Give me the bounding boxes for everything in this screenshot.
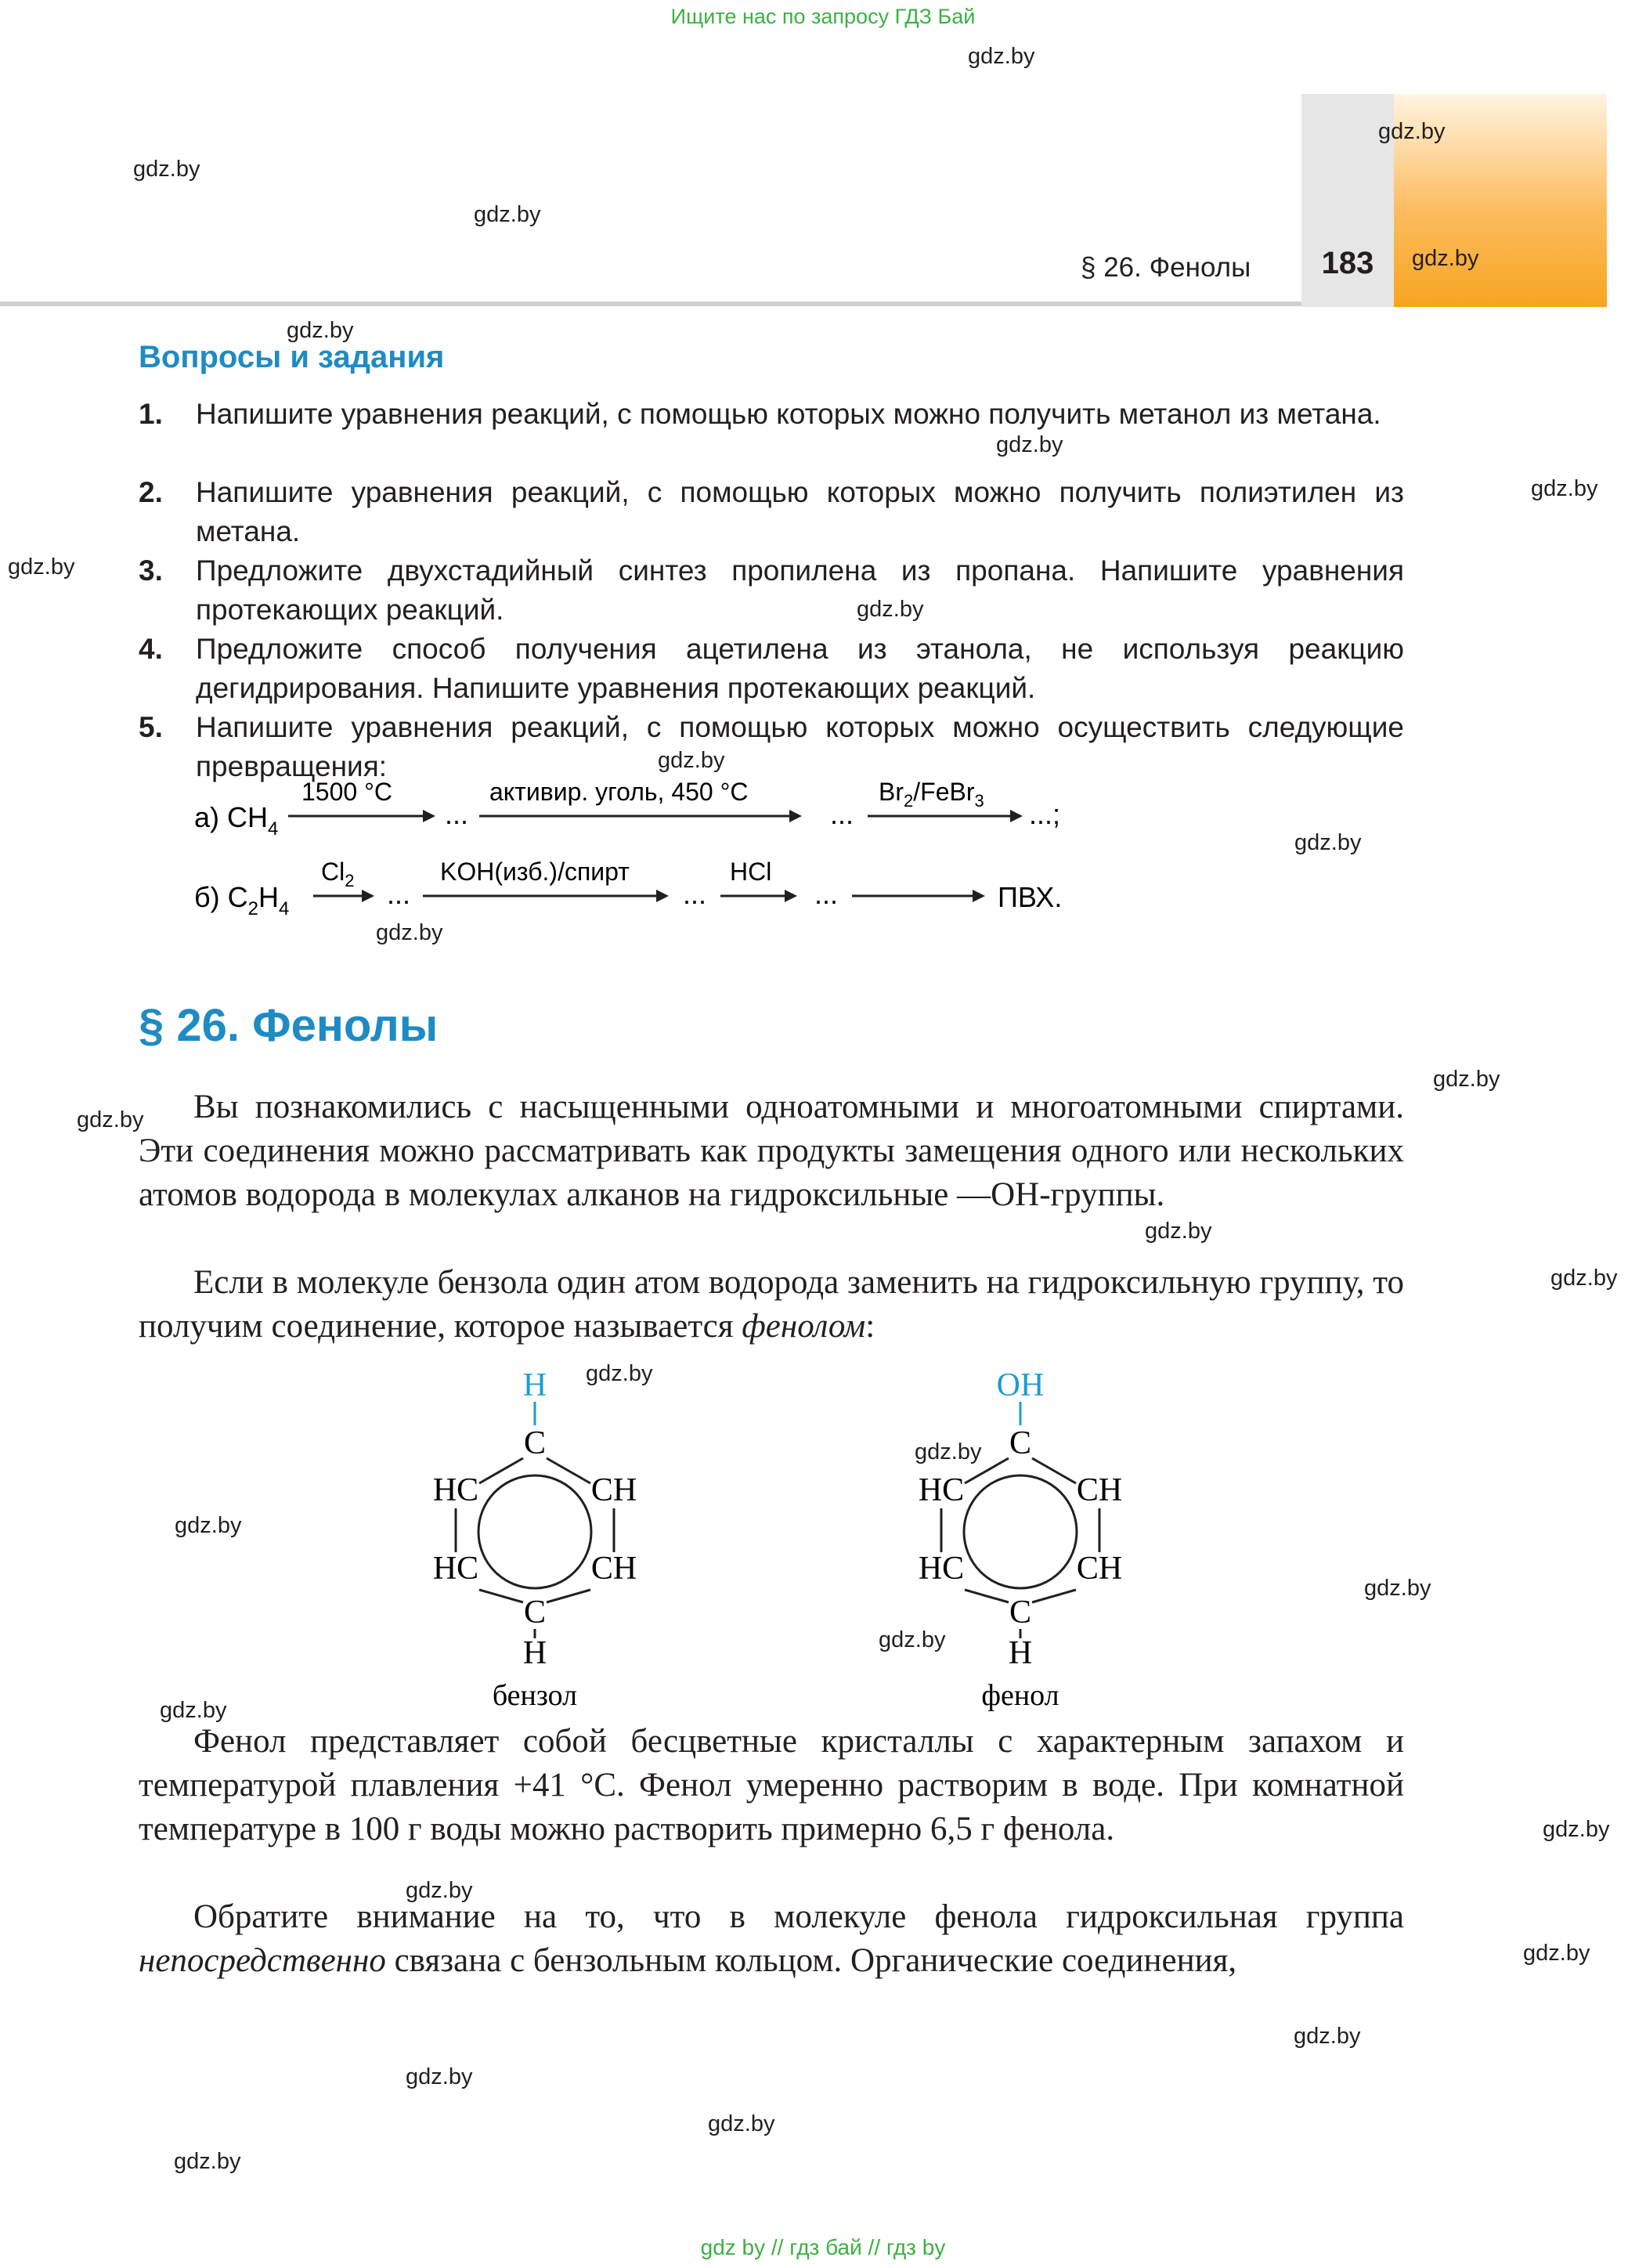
watermark: gdz.by — [406, 1878, 473, 1903]
watermark: gdz.by — [406, 2064, 473, 2089]
scheme-b-dots: ... — [387, 878, 411, 910]
arrow-head — [973, 890, 985, 902]
scheme-a-dots: ... — [445, 798, 469, 830]
paragraph-2-end: : — [865, 1308, 875, 1345]
scheme-b-dots: ... — [683, 878, 707, 910]
watermark: gdz.by — [474, 202, 541, 227]
phenol-caption: фенол — [981, 1679, 1059, 1712]
term-directly: непосредственно — [139, 1942, 386, 1979]
atom-ch-upper: CH — [1076, 1472, 1123, 1508]
section-title: § 26. Фенолы — [139, 1000, 439, 1051]
page-number: 183 — [1321, 246, 1374, 280]
scheme-b-dots: ... — [814, 878, 839, 910]
footer-links[interactable]: gdz by // гдз бай // гдз by — [700, 2235, 946, 2259]
phenol-structure — [893, 1355, 1128, 1715]
atom-h-bottom: H — [1008, 1635, 1033, 1671]
paragraph-2 — [139, 1261, 1404, 1349]
question-number: 1. — [139, 398, 163, 430]
watermark: gdz.by — [658, 748, 725, 773]
watermark: gdz.by — [968, 44, 1035, 69]
atom-c-bottom: C — [523, 1594, 547, 1631]
question-number: 5. — [139, 711, 163, 743]
questions-heading: Вопросы и задания — [139, 340, 445, 374]
paragraph-3-text: Фенол представляет собой бесцветные кристаллы с характерным запахом и температурой плавления +41 °C. Фенол умеренно растворим в воде. При комнатной температуре в 100 г воды можно растворить примерно 6,5 г фенола. — [139, 1723, 1404, 1847]
question-item — [139, 473, 1404, 551]
arrow-head — [362, 890, 374, 902]
arrow-2-label: активир. уголь, 450 °C — [489, 778, 749, 806]
reaction-scheme-a — [188, 775, 1096, 846]
question-number: 4. — [139, 633, 163, 665]
watermark: gdz.by — [1378, 119, 1446, 144]
arrow-head — [423, 810, 435, 822]
benzene-top-h: H — [522, 1367, 547, 1403]
arrow-3-label: $Br_2/FeBr_3$ — [879, 778, 984, 811]
paragraph-3 — [139, 1720, 1404, 1851]
atom-ch-upper: CH — [590, 1472, 637, 1508]
watermark: gdz.by — [1412, 246, 1479, 271]
arrow-head — [789, 810, 802, 822]
arrow-2-label: KOH(изб.)/спирт — [440, 858, 630, 886]
question-item — [139, 630, 1404, 708]
arrow-1-label: $Cl_2$ — [321, 858, 355, 890]
watermark: gdz.by — [133, 157, 200, 182]
atom-ch-lower: CH — [1076, 1551, 1123, 1587]
aromatic-ring — [478, 1475, 591, 1588]
question-number: 3. — [139, 554, 163, 587]
question-text: Напишите уравнения реакций, с помощью которых можно осуществить следующие превращения: — [196, 711, 1404, 782]
atom-c-top: C — [523, 1425, 547, 1461]
watermark: gdz.by — [77, 1107, 144, 1132]
arrow-head — [656, 890, 669, 902]
watermark: gdz.by — [708, 2111, 775, 2136]
paragraph-4-end: связана с бензольным кольцом. Органические соединения, — [385, 1942, 1237, 1979]
question-item — [139, 395, 1404, 434]
watermark: gdz.by — [586, 1361, 653, 1386]
watermark: gdz.by — [1294, 2024, 1361, 2049]
atom-hc-lower: HC — [432, 1551, 479, 1587]
paragraph-4 — [139, 1895, 1404, 1983]
header-rule — [0, 302, 1301, 306]
question-text: Предложите способ получения ацетилена из этанола, не используя реакцию дегидрирования. Напишите уравнения протекающих реакций. — [196, 633, 1404, 704]
running-head: § 26. Фенолы — [1081, 252, 1251, 283]
scheme-a-end: ...; — [1029, 798, 1061, 830]
benzene-structure — [407, 1355, 642, 1715]
atom-hc-upper: HC — [432, 1472, 479, 1508]
term-phenol: фенолом — [742, 1308, 866, 1345]
watermark: gdz.by — [1531, 476, 1598, 501]
atom-hc-lower: HC — [918, 1551, 965, 1587]
atom-ch-lower: CH — [590, 1551, 637, 1587]
watermark: gdz.by — [1543, 1817, 1610, 1842]
question-text: Напишите уравнения реакций, с помощью которых можно получить полиэтилен из метана. — [196, 476, 1404, 547]
watermark: gdz.by — [857, 597, 924, 622]
watermark: gdz.by — [174, 2149, 241, 2174]
question-item — [139, 708, 1404, 786]
question-text: Напишите уравнения реакций, с помощью которых можно получить метанол из метана. — [196, 398, 1381, 430]
watermark: gdz.by — [376, 920, 443, 945]
watermark: gdz.by — [1433, 1067, 1500, 1092]
watermark: gdz.by — [1523, 1941, 1590, 1966]
question-text: Предложите двухстадийный синтез пропилена из пропана. Напишите уравнения протекающих реакций. — [196, 554, 1404, 626]
atom-hc-upper: HC — [918, 1472, 965, 1508]
top-banner[interactable]: Ищите нас по запросу ГДЗ Бай — [670, 5, 976, 28]
question-number: 2. — [139, 476, 163, 508]
scheme-b-start: б) $C_2H_4$ — [194, 881, 290, 919]
paragraph-2-text: Если в молекуле бензола один атом водорода заменить на гидроксильную группу, то получим соединение, которое называется — [139, 1264, 1404, 1345]
watermark: gdz.by — [879, 1627, 946, 1652]
arrow-3-label: HCl — [730, 858, 772, 886]
scheme-b-end: ПВХ. — [998, 881, 1063, 913]
paragraph-1 — [139, 1085, 1404, 1217]
watermark: gdz.by — [8, 554, 75, 580]
watermark: gdz.by — [1294, 830, 1362, 855]
watermark: gdz.by — [1145, 1219, 1212, 1244]
watermark: gdz.by — [915, 1439, 982, 1464]
arrow-head — [785, 890, 797, 902]
atom-c-top: C — [1009, 1425, 1032, 1461]
scheme-a-start: а) $CH_4$ — [194, 801, 279, 840]
paragraph-4-text: Обратите внимание на то, что в молекуле фенола гидроксильная группа — [193, 1898, 1404, 1935]
watermark: gdz.by — [287, 318, 354, 343]
paragraph-1-text: Вы познакомились с насыщенными одноатомными и многоатомными спиртами. Эти соединения можно рассматривать как продукты замещения одного или нескольких атомов водорода в молекулах алканов на гидроксильные —OH-группы. — [139, 1089, 1404, 1213]
arrow-1-label: 1500 °C — [301, 778, 392, 806]
benzene-caption: бензол — [492, 1679, 578, 1712]
scheme-a-dots: ... — [830, 798, 854, 830]
watermark: gdz.by — [1550, 1266, 1618, 1291]
watermark: gdz.by — [160, 1698, 227, 1723]
phenol-top-oh: OH — [996, 1367, 1045, 1403]
arrow-head — [1010, 810, 1023, 822]
question-item — [139, 551, 1404, 630]
watermark: gdz.by — [996, 432, 1063, 457]
atom-c-bottom: C — [1009, 1594, 1032, 1631]
watermark: gdz.by — [175, 1513, 242, 1538]
atom-h-bottom: H — [522, 1635, 547, 1671]
aromatic-ring — [964, 1475, 1077, 1588]
watermark: gdz.by — [1364, 1576, 1431, 1601]
reaction-scheme-b — [188, 855, 1096, 926]
